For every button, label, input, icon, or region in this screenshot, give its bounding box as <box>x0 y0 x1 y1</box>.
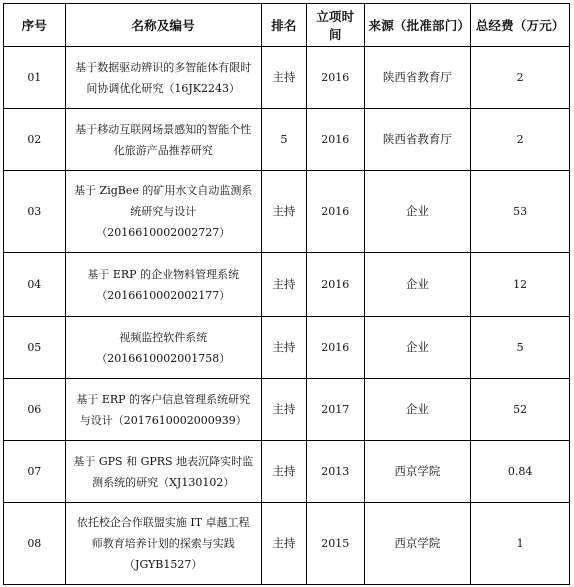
cell-project-name: 基于 ERP 的客户信息管理系统研究与设计（2017610002000939） <box>65 379 261 441</box>
table-row <box>4 109 570 171</box>
cell-serial-number: 03 <box>4 171 66 253</box>
cell-source: 陕西省教育厅 <box>364 47 471 109</box>
table-row <box>4 253 570 317</box>
cell-rank: 主持 <box>261 379 306 441</box>
cell-serial-number: 05 <box>4 317 66 379</box>
cell-project-name: 基于 ERP 的企业物料管理系统（2016610002002177） <box>65 253 261 317</box>
cell-source: 企业 <box>364 171 471 253</box>
cell-rank: 主持 <box>261 441 306 503</box>
cell-serial-number: 07 <box>4 441 66 503</box>
table-row <box>4 503 570 585</box>
cell-rank: 主持 <box>261 253 306 317</box>
cell-source: 陕西省教育厅 <box>364 109 471 171</box>
cell-source: 企业 <box>364 379 471 441</box>
cell-funding: 2 <box>471 109 570 171</box>
header-name-and-code: 名称及编号 <box>65 4 261 47</box>
cell-source: 西京学院 <box>364 441 471 503</box>
header-rank: 排名 <box>261 4 306 47</box>
cell-year: 2016 <box>307 317 365 379</box>
cell-funding: 1 <box>471 503 570 585</box>
cell-funding: 52 <box>471 379 570 441</box>
header-serial-number: 序号 <box>4 4 66 47</box>
header-source: 来源（批准部门） <box>364 4 471 47</box>
header-total-funding: 总经费（万元） <box>471 4 570 47</box>
cell-serial-number: 02 <box>4 109 66 171</box>
cell-serial-number: 04 <box>4 253 66 317</box>
table-row <box>4 317 570 379</box>
cell-source: 企业 <box>364 317 471 379</box>
projects-table <box>3 3 570 585</box>
cell-rank: 主持 <box>261 171 306 253</box>
cell-funding: 5 <box>471 317 570 379</box>
cell-year: 2015 <box>307 503 365 585</box>
cell-serial-number: 01 <box>4 47 66 109</box>
cell-funding: 12 <box>471 253 570 317</box>
cell-source: 西京学院 <box>364 503 471 585</box>
cell-year: 2016 <box>307 253 365 317</box>
cell-project-name: 基于移动互联网场景感知的智能个性化旅游产品推荐研究 <box>65 109 261 171</box>
cell-funding: 2 <box>471 47 570 109</box>
cell-year: 2016 <box>307 109 365 171</box>
cell-funding: 53 <box>471 171 570 253</box>
cell-project-name: 依托校企合作联盟实施 IT 卓越工程师教育培养计划的探索与实践（JGYB1527） <box>65 503 261 585</box>
table-row <box>4 171 570 253</box>
cell-rank: 主持 <box>261 503 306 585</box>
table-row <box>4 379 570 441</box>
cell-year: 2016 <box>307 171 365 253</box>
cell-project-name: 基于数据驱动辨识的多智能体有限时间协调优化研究（16JK2243） <box>65 47 261 109</box>
header-row <box>4 4 570 47</box>
cell-serial-number: 08 <box>4 503 66 585</box>
cell-serial-number: 06 <box>4 379 66 441</box>
cell-project-name: 基于 GPS 和 GPRS 地表沉降实时监测系统的研究（XJ130102） <box>65 441 261 503</box>
table-row <box>4 47 570 109</box>
cell-funding: 0.84 <box>471 441 570 503</box>
cell-year: 2013 <box>307 441 365 503</box>
cell-year: 2017 <box>307 379 365 441</box>
cell-source: 企业 <box>364 253 471 317</box>
header-approval-year: 立项时间 <box>307 4 365 47</box>
cell-project-name: 基于 ZigBee 的矿用水文自动监测系统研究与设计（2016610002002727） <box>65 171 261 253</box>
cell-rank: 主持 <box>261 317 306 379</box>
cell-project-name: 视频监控软件系统（2016610002001758） <box>65 317 261 379</box>
cell-year: 2016 <box>307 47 365 109</box>
cell-rank: 主持 <box>261 47 306 109</box>
table-row <box>4 441 570 503</box>
table-header <box>4 4 570 47</box>
table-body <box>4 47 570 585</box>
cell-rank: 5 <box>261 109 306 171</box>
